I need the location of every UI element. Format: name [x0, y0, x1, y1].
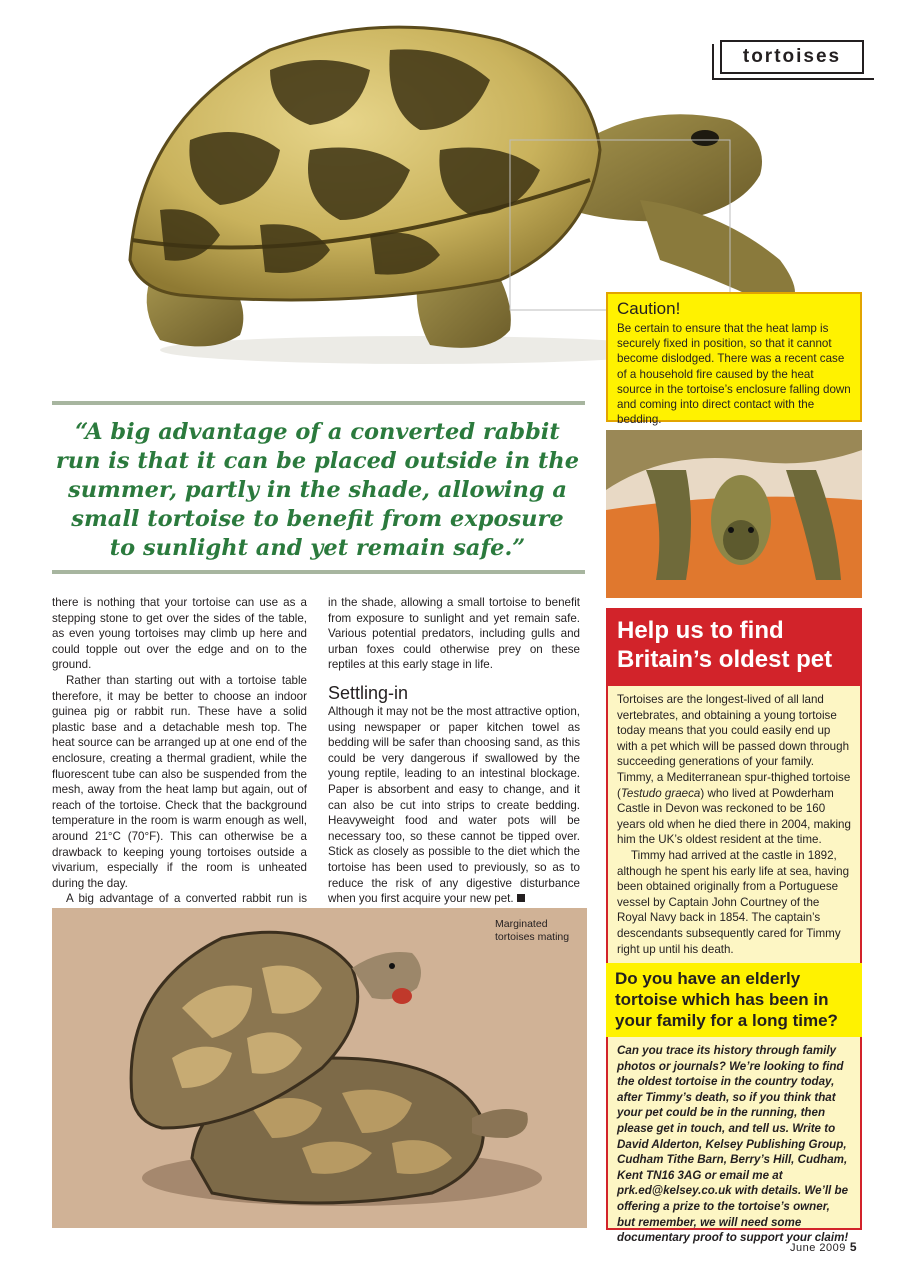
pull-quote: “A big advantage of a converted rabbit run is that it can be placed outside in the summer, partly in the shade, allowing a small tortoise to benefit from exposure to sunlight and yet remain safe.”	[55, 419, 580, 561]
photo-caption: Marginated tortoises mating	[495, 918, 570, 943]
feature-subhead: Do you have an elderly tortoise which has been in your family for a long time?	[606, 963, 862, 1037]
article-paragraph: A big advantage of a converted rabbit run is	[66, 892, 307, 906]
feature-title: Help us to find Britain’s oldest pet	[608, 610, 860, 686]
caution-title: Caution!	[617, 299, 681, 318]
article-paragraph: in the shade, allowing a small tortoise to benefit from exposure to sunlight and yet remain safe. Various potential predators, including gulls and urban foxes could otherwise prey on these reptiles at this early stage in life.	[328, 596, 580, 672]
caution-text: Be certain to ensure that the heat lamp is securely fixed in position, so that it cannot become dislodged. There was a recent case of a household fire caused by the heat source in the tortoise’s enclosure falling down and coming into direct contact with the bedding.	[617, 322, 851, 427]
baby-tortoise-photo	[606, 430, 862, 598]
page-number: 5	[849, 1240, 858, 1254]
article-paragraph: Rather than starting out with a tortoise table therefore, it may be better to choose an indoor guinea pig or rabbit run. These have a solid plastic base and a detachable mesh top. The heat source can be arranged up at one end of the enclosure, creating a thermal gradient, while the fluorescent tube can also be suspended from the mesh, away from the heat lamp but again, out of reach of the tortoise. Check that the background temperature in the room is warm enough as well, around 21°C (70°F). This can otherwise be a drawback to keeping young tortoises outside a vivarium, especially if the room is unheated during the day.	[52, 673, 307, 890]
issue-date: June 2009	[790, 1242, 846, 1254]
end-mark-icon	[517, 894, 525, 902]
feature-box-oldest-pet	[606, 608, 862, 1245]
pull-quote-rule-bottom	[52, 570, 585, 574]
page-folio	[790, 1240, 857, 1255]
article-column-1	[52, 595, 307, 938]
pull-quote-rule-top	[52, 401, 585, 405]
feature-appeal: Can you trace its history through family photos or journals? We’re looking to find the oldest tortoise in the country today, after Timmy’s death, so if you think that your pet could be in the running, then please get in touch, and tell us. Write to David Alderton, Kelsey Publishing Group, Cudham Tithe Barn, Berry’s Hill, Cudham, Kent TN16 3AG or email me at prk.ed@kelsey.co.uk with details. We’ll be offering a prize to the tortoise’s owner, but remember, we will need some documentary proof to support your claim!	[617, 1044, 849, 1245]
mating-tortoises-photo	[52, 908, 587, 1228]
feature-body	[608, 686, 860, 957]
subhead-settling-in: Settling-in	[328, 682, 409, 703]
article-paragraph: there is nothing that your tortoise can use as a stepping stone to get over the sides of the table, as even young tortoises may climb up here and could topple out over the edge and on to the ground.	[52, 596, 307, 672]
caution-box	[606, 292, 862, 427]
section-tag: tortoises	[720, 40, 864, 74]
article-paragraph: Although it may not be the most attractive option, using newspaper or paper kitchen towel as bedding will be safer than choosing sand, as this could be very dangerous if swallowed by the young reptile, leading to an intestinal blockage. Paper is absorbent and easy to change, and it can also be cut into strips to create bedding. Heavyweight food and water pots will be necessary too, so these cannot be tipped over. Stick as closely as possible to the diet which the tortoise has been used to previously, so as to reduce the risk of any digestive disturbance when you first acquire your new pet.	[328, 704, 580, 906]
feature-paragraph: Timmy had arrived at the castle in 1892, although he spent his early life at sea, having been obtained originally from a Portuguese vessel by Captain John Courtney of the Royal Navy back in 1854. The captain’s descendants subsequently cared for Timmy right up until his death.	[617, 848, 850, 956]
feature-paragraph: Tortoises are the longest-lived of all land vertebrates, and obtaining a young tortoise today means that you could easily end up with a pet which will be passed down through succeeding generations of your family. Timmy, a Mediterranean spur-thighed tortoise (Testudo graeca) who lived at Powderham Castle in Devon was reckoned to be 160 years old when he died there in 2004, making him the UK’s oldest resident at the time.	[617, 693, 851, 847]
species-name: Testudo graeca	[620, 786, 701, 800]
article-column-2	[328, 595, 580, 907]
